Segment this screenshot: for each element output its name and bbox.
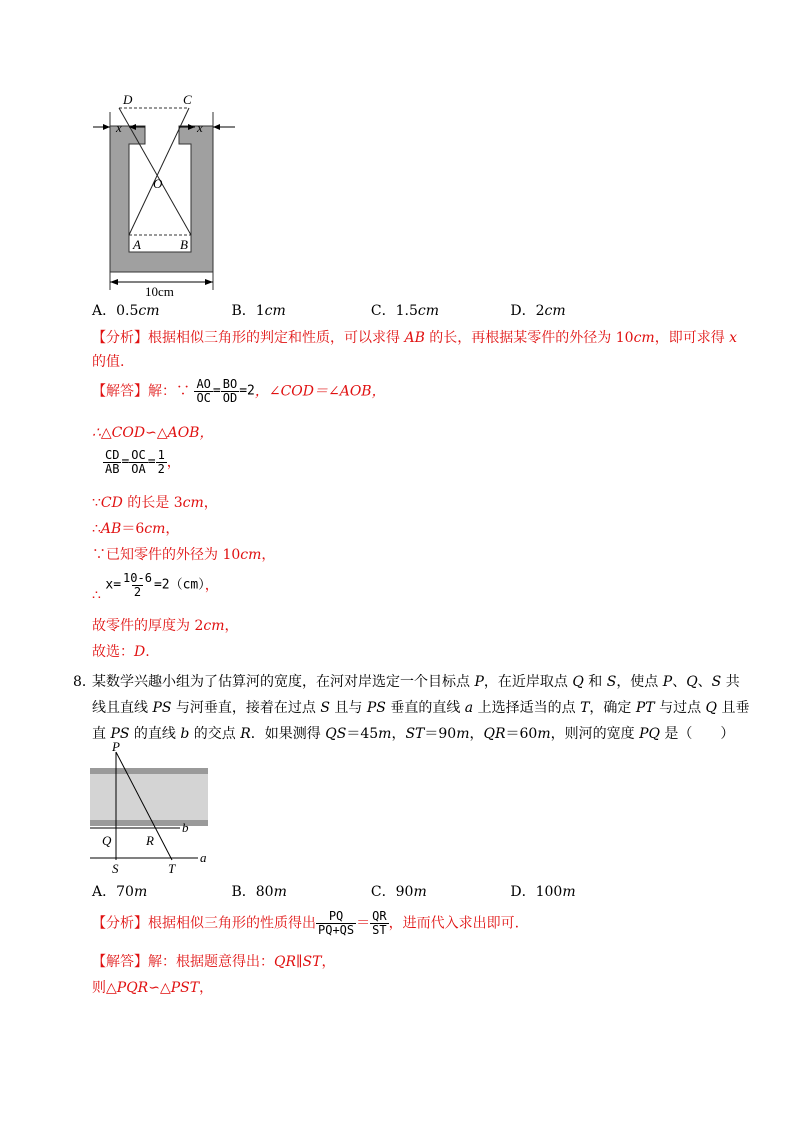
fig1-label-B: B bbox=[180, 237, 188, 252]
fig1-label-x-left: x bbox=[116, 120, 122, 135]
fig2-label-T: T bbox=[168, 861, 176, 876]
fig1-label-A: A bbox=[133, 237, 141, 252]
q7-solution-line5: ∴AB＝6cm， bbox=[92, 521, 180, 537]
q7-solution-line9: 故选：D. bbox=[92, 644, 150, 660]
q8-stem-line1: 某数学兴趣小组为了估算河的宽度，在河对岸选定一个目标点 P，在近岸取点 Q 和 S，使点 P、Q、S 共 bbox=[92, 674, 740, 690]
fraction-oc-oa: $\frac{OC}{OA}$ bbox=[131, 448, 146, 476]
q8-stem-line2: 线且直线 PS 与河垂直，接着在过点 S 且与 PS 垂直的直线 a 上选择适当的点 T，确定 PT 与过点 Q 且垂 bbox=[92, 700, 750, 716]
fraction-bo-od: $\frac{BO}{OD}$ bbox=[222, 377, 238, 405]
q8-option-b[interactable]: B．80m bbox=[231, 884, 287, 900]
figure-part-diagram bbox=[85, 90, 245, 300]
figure-river-diagram bbox=[88, 742, 218, 877]
fraction-pq-over-pq-plus-qs: $\frac{PQ}{PQ+QS}$ bbox=[318, 909, 355, 937]
fig2-label-Q: Q bbox=[102, 833, 112, 848]
q8-number: 8． bbox=[73, 674, 96, 690]
fig1-label-width: 10cm bbox=[145, 284, 174, 299]
q7-solution-line6: ∵已知零件的外径为 10cm， bbox=[92, 547, 276, 563]
fig2-label-b: b bbox=[182, 820, 189, 835]
q7-analysis: 【分析】根据相似三角形的判定和性质，可以求得 AB 的长，再根据某零件的外径为 10cm，即可求得 x bbox=[92, 330, 738, 346]
q7-solution-line4: ∵CD 的长是 3cm， bbox=[92, 495, 218, 511]
q7-solution-line1: 【解答】解：∵ $\frac{AO}{OC}$ = $\frac{BO}{OD}$ =2，∠COD＝∠AOB， bbox=[92, 377, 386, 405]
q8-options bbox=[92, 883, 645, 901]
q7-solution-line2: ∴△COD∽△AOB， bbox=[92, 425, 214, 441]
q8-option-d[interactable]: D．100m bbox=[510, 884, 576, 900]
fig2-label-a: a bbox=[200, 850, 207, 865]
fig1-label-O: O bbox=[153, 176, 163, 191]
q7-option-c[interactable]: C．1.5cm bbox=[370, 303, 440, 319]
fraction-ten-minus-six-over-two: $\frac{10-6}{2}$ bbox=[123, 571, 152, 599]
q8-option-c[interactable]: C．90m bbox=[370, 884, 427, 900]
q8-solution-line1: 【解答】解：根据题意得出：QR∥ST， bbox=[92, 954, 336, 970]
fig1-label-C: C bbox=[183, 92, 192, 107]
q7-solution-line8: 故零件的厚度为 2cm， bbox=[92, 618, 239, 634]
q7-options bbox=[92, 302, 645, 320]
q7-solution-line3: $\frac{CD}{AB}$ = $\frac{OC}{OA}$ = $\frac{1}{2}$ ， bbox=[105, 448, 181, 476]
fig2-label-S: S bbox=[112, 861, 119, 876]
q7-option-d[interactable]: D．2cm bbox=[510, 303, 566, 319]
fraction-cd-ab: $\frac{CD}{AB}$ bbox=[105, 448, 120, 476]
q8-analysis: 【分析】根据相似三角形的性质得出 $\frac{PQ}{PQ+QS}$ ＝ $\frac{QR}{ST}$ ，进而代入求出即可. bbox=[92, 909, 520, 937]
fig2-label-P: P bbox=[112, 742, 120, 754]
fraction-qr-st: $\frac{QR}{ST}$ bbox=[372, 909, 387, 937]
q7-option-b[interactable]: B．1cm bbox=[231, 303, 286, 319]
q7-solution-line7: ∴ x= $\frac{10-6}{2}$ =2（cm）， bbox=[92, 571, 219, 604]
fraction-one-half: $\frac{1}{2}$ bbox=[157, 448, 165, 476]
fig2-label-R: R bbox=[146, 833, 154, 848]
q8-option-a[interactable]: A．70m bbox=[92, 884, 148, 900]
fraction-ao-oc: $\frac{AO}{OC}$ bbox=[196, 377, 211, 405]
q7-option-a[interactable]: A．0.5cm bbox=[92, 303, 160, 319]
q7-analysis-line2: 的值. bbox=[92, 354, 125, 370]
fig1-label-x-right: x bbox=[197, 120, 203, 135]
fig1-label-D: D bbox=[123, 92, 133, 107]
q8-stem-line3: 直 PS 的直线 b 的交点 R．如果测得 QS＝45m，ST＝90m，QR＝60m，则河的宽度 PQ 是（ ） bbox=[92, 726, 735, 742]
q8-solution-line2: 则△PQR∽△PST， bbox=[92, 980, 214, 996]
